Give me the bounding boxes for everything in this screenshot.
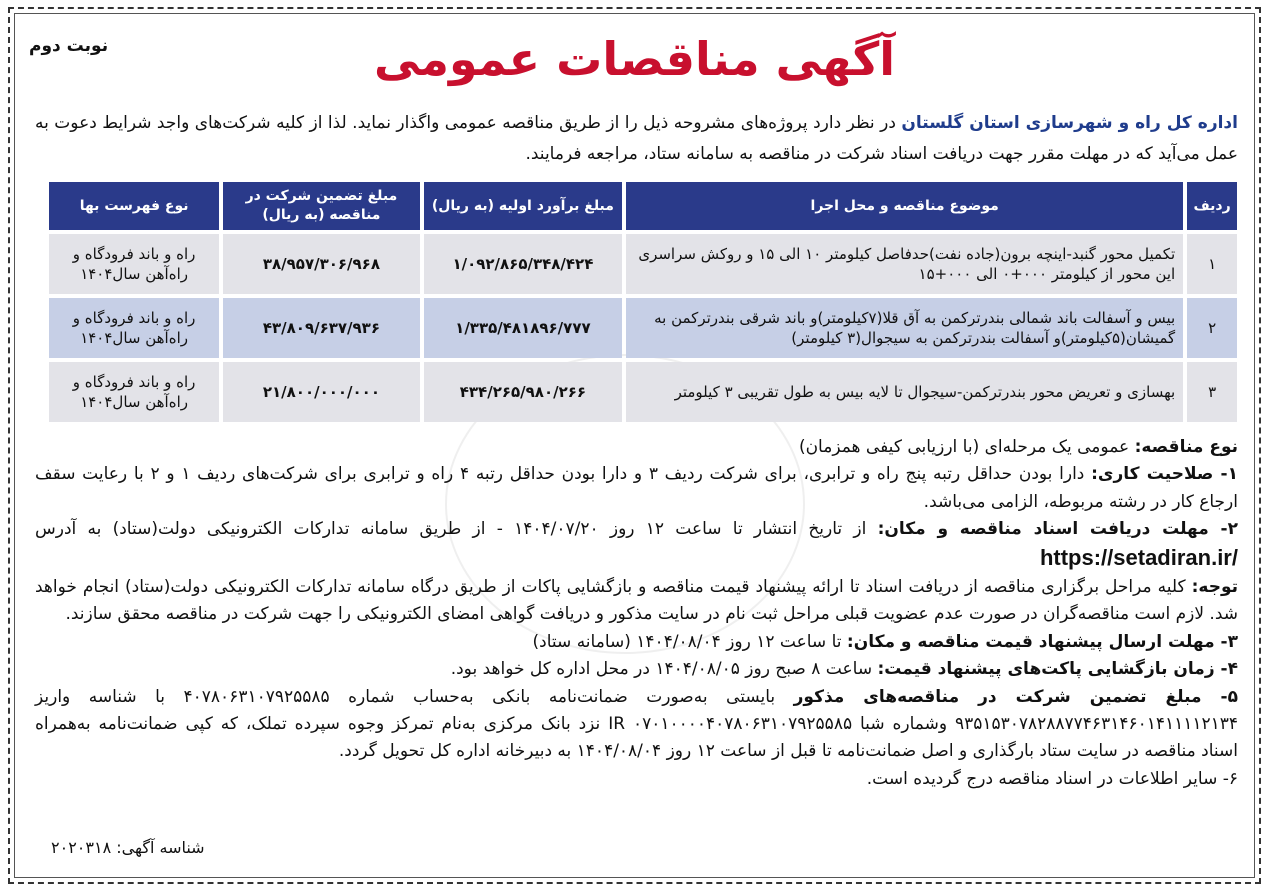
table-row bbox=[49, 298, 1237, 358]
tender-details bbox=[35, 434, 1238, 793]
clause-5-text: بایستی به‌صورت ضمانت‌نامه بانکی به‌حساب شماره ۴۰۷۸۰۶۳۱۰۷۹۲۵۵۸۵ با شناسه واریز ۹۳۵۱۵۳۰۷۸۲۸۸۷۷۴۶۳۱۴۶۰۱۴۱۱۱۱۲۱۳۴ وشماره شبا IR ۰۷۰۱۰۰۰۰۴۰۷۸۰۶۳۱۰۷۹۲۵۵۸۵ نزد بانک مرکزی به‌نام تمرکز وجوه سپرده تملک، که کپی ضمانت‌نامه به‌همراه اسناد مناقصه در سایت ستاد بارگذاری و اصل ضمانت‌نامه تا قبل از ساعت ۱۲ روز ۱۴۰۴/۰۸/۰۴ به دبیرخانه اداره کل تحویل گردد. bbox=[35, 686, 1239, 762]
clause-4 bbox=[35, 656, 1238, 683]
clause-2-label: ۲- مهلت دریافت اسناد مناقصه و مکان: bbox=[877, 519, 1238, 540]
header-index: ردیف bbox=[1187, 182, 1237, 230]
clause-3-text: تا ساعت ۱۲ روز ۱۴۰۴/۰۸/۰۴ (سامانه ستاد) bbox=[532, 631, 847, 652]
row-estimate: ۴۳۴/۲۶۵/۹۸۰/۲۶۶ bbox=[424, 362, 623, 422]
clause-1-text: دارا بودن حداقل رتبه پنج راه و ترابری، برای شرکت ردیف ۳ و دارا بودن حداقل رتبه ۴ راه و ترابری برای شرکت‌های ردیف ۱ و ۲ با رعایت سقف ارجاع کار در رشته مربوطه، الزامی می‌باشد. bbox=[35, 464, 1238, 512]
page-title: آگهی مناقصات عمومی bbox=[373, 32, 896, 86]
clause-2-text: از تاریخ انتشار تا ساعت ۱۲ روز ۱۴۰۴/۰۷/۲۰ - از طریق سامانه تدارکات الکترونیکی دولت(ستاد) به آدرس bbox=[35, 519, 878, 540]
row-price-list-type: راه و باند فرودگاه و راه‌آهن سال۱۴۰۴ bbox=[49, 234, 219, 294]
row-index: ۲ bbox=[1187, 298, 1237, 358]
row-guarantee: ۴۳/۸۰۹/۶۳۷/۹۳۶ bbox=[223, 298, 419, 358]
row-guarantee: ۲۱/۸۰۰/۰۰۰/۰۰۰ bbox=[223, 362, 419, 422]
header-estimate: مبلغ برآورد اولیه (به ریال) bbox=[424, 182, 623, 230]
round-label: نوبت دوم bbox=[29, 36, 109, 56]
row-estimate: ۱/۳۳۵/۴۸۱۸۹۶/۷۷۷ bbox=[424, 298, 623, 358]
row-subject: بیس و آسفالت باند شمالی بندرترکمن به آق قلا(۷کیلومتر)و باند شرقی بندرترکمن به گمیشان(۵کیلومتر)و آسفالت بندرترکمن به سیجوال(۳ کیلومتر) bbox=[626, 298, 1183, 358]
clause-4-label: ۴- زمان بازگشایی پاکت‌های پیشنهاد قیمت: bbox=[877, 659, 1238, 680]
tender-type-label: نوع مناقصه: bbox=[1134, 437, 1238, 457]
clause-4-text: ساعت ۸ صبح روز ۱۴۰۴/۰۸/۰۵ در محل اداره کل خواهد بود. bbox=[450, 659, 878, 680]
clause-5-label: ۵- مبلغ تضمین شرکت در مناقصه‌های مذکور bbox=[793, 686, 1238, 707]
clause-6: ۶- سایر اطلاعات در اسناد مناقصه درج گردیده است. bbox=[866, 768, 1238, 789]
row-subject: تکمیل محور گنبد-اینچه برون(جاده نفت)حدفاصل کیلومتر ۱۰ الی ۱۵ و روکش سراسری این محور از کیلومتر ۰۰۰+۰ الی ۰۰۰+۱۵ bbox=[626, 234, 1183, 294]
note bbox=[35, 574, 1238, 629]
advertisement-inner bbox=[14, 13, 1255, 878]
clause-3 bbox=[35, 629, 1238, 656]
setad-link[interactable]: https://setadiran.ir/ bbox=[1039, 544, 1238, 570]
table-row bbox=[49, 362, 1237, 422]
intro-text: در نظر دارد پروژه‌های مشروحه ذیل را از طریق مناقصه عمومی واگذار نماید. لذا از کلیه شرکت‌های واجد شرایط دعوت به عمل می‌آید که در مهلت مقرر جهت دریافت اسناد شرکت در مناقصه به سامانه ستاد، مراجعه فرمایند. bbox=[35, 113, 1238, 164]
intro-paragraph bbox=[35, 108, 1238, 170]
row-price-list-type: راه و باند فرودگاه و راه‌آهن سال۱۴۰۴ bbox=[49, 298, 219, 358]
ad-id: شناسه آگهی: ۲۰۲۰۳۱۸ bbox=[51, 838, 205, 857]
note-text: کلیه مراحل برگزاری مناقصه از دریافت اسناد تا ارائه پیشنهاد قیمت مناقصه و بازگشایی پاکات از طریق درگاه سامانه تدارکات الکترونیکی دولت(ستاد) انجام خواهد شد. لازم است مناقصه‌گران در صورت عدم عضویت قبلی مراحل ثبت نام در سایت مذکور و دریافت گواهی امضای الکترونیکی را جهت شرکت در مناقصه محقق سازند. bbox=[35, 577, 1238, 625]
table-row bbox=[49, 234, 1237, 294]
note-label: توجه: bbox=[1191, 577, 1238, 598]
table-header-row bbox=[49, 182, 1237, 230]
row-estimate: ۱/۰۹۲/۸۶۵/۳۴۸/۴۲۴ bbox=[424, 234, 623, 294]
row-price-list-type: راه و باند فرودگاه و راه‌آهن سال۱۴۰۴ bbox=[49, 362, 219, 422]
tenders-table bbox=[45, 178, 1241, 426]
clause-5 bbox=[35, 684, 1238, 766]
organization-name: اداره کل راه و شهرسازی استان گلستان bbox=[901, 113, 1238, 133]
clause-3-label: ۳- مهلت ارسال پیشنهاد قیمت مناقصه و مکان: bbox=[846, 631, 1238, 652]
row-guarantee: ۳۸/۹۵۷/۳۰۶/۹۶۸ bbox=[223, 234, 419, 294]
clause-1 bbox=[35, 461, 1238, 516]
tender-type-text: عمومی یک مرحله‌ای (با ارزیابی کیفی همزمان) bbox=[798, 437, 1135, 457]
header-price-list-type: نوع فهرست بها bbox=[49, 182, 219, 230]
clause-1-label: ۱- صلاحیت کاری: bbox=[1091, 464, 1238, 485]
row-index: ۳ bbox=[1187, 362, 1237, 422]
row-subject: بهسازی و تعریض محور بندرترکمن-سیجوال تا لایه بیس به طول تقریبی ۳ کیلومتر bbox=[626, 362, 1183, 422]
row-index: ۱ bbox=[1187, 234, 1237, 294]
tender-type bbox=[35, 434, 1238, 461]
advertisement-frame bbox=[8, 7, 1261, 884]
clause-2 bbox=[35, 516, 1238, 574]
header-subject: موضوع مناقصه و محل اجرا bbox=[626, 182, 1183, 230]
header-guarantee: مبلغ تضمین شرکت در مناقصه (به ریال) bbox=[223, 182, 419, 230]
